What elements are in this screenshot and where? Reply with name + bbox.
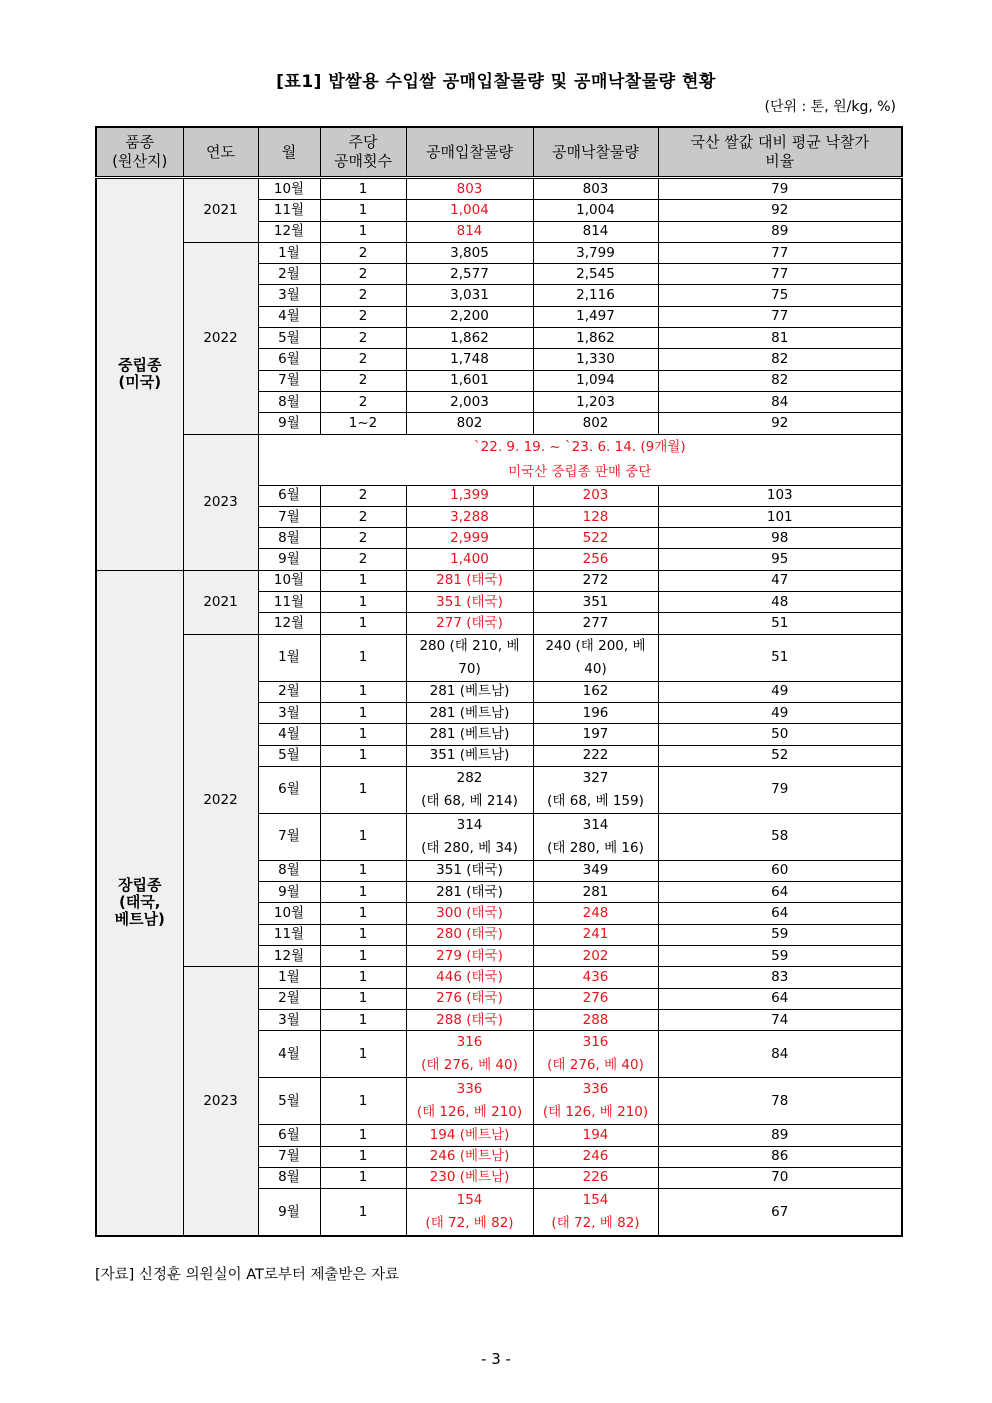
price-ratio-cell: 74 (658, 1009, 902, 1030)
price-ratio-cell: 103 (658, 485, 902, 506)
header-weekly-line2: 공매횟수 (334, 152, 392, 170)
bid-total: 154 (456, 1192, 483, 1209)
price-ratio-cell: 101 (658, 506, 902, 527)
weekly-count-cell: 1 (320, 946, 406, 967)
month-cell: 9월 (258, 1189, 320, 1237)
award-total: 314 (582, 816, 609, 833)
month-cell: 4월 (258, 724, 320, 745)
bid-quantity-cell: 246 (베트남) (406, 1146, 533, 1167)
award-quantity-cell: 3,799 (533, 242, 658, 263)
award-quantity-cell: 1,203 (533, 391, 658, 412)
month-cell: 2월 (258, 681, 320, 702)
price-ratio-cell: 77 (658, 264, 902, 285)
header-ratio-line2: 비율 (765, 152, 795, 170)
bid-breakdown: (태 276, 베 40) (421, 1057, 518, 1074)
header-variety-line2: (원산지) (112, 152, 168, 170)
award-quantity-cell: 226 (533, 1167, 658, 1188)
award-breakdown: (태 72, 베 82) (551, 1215, 640, 1232)
bid-total: 336 (456, 1081, 483, 1098)
bid-quantity-cell (406, 634, 533, 681)
weekly-count-cell: 2 (320, 370, 406, 391)
table-row (96, 634, 902, 681)
bid-quantity-cell: 281 (태국) (406, 570, 533, 591)
weekly-count-cell: 2 (320, 285, 406, 306)
price-ratio-cell: 92 (658, 200, 902, 221)
variety-label: (태국, (118, 893, 161, 912)
month-cell: 3월 (258, 702, 320, 723)
price-ratio-cell: 48 (658, 592, 902, 613)
weekly-count-cell: 2 (320, 306, 406, 327)
bid-quantity-cell (406, 1078, 533, 1125)
month-cell: 12월 (258, 613, 320, 634)
month-cell: 8월 (258, 391, 320, 412)
notice-text: 미국산 중립종 판매 중단 (508, 463, 652, 480)
header-award: 공매낙찰물량 (533, 127, 658, 178)
weekly-count-cell: 1 (320, 200, 406, 221)
month-cell: 10월 (258, 903, 320, 924)
bid-quantity-cell: 1,601 (406, 370, 533, 391)
header-bid: 공매입찰물량 (406, 127, 533, 178)
bid-quantity-cell: 277 (태국) (406, 613, 533, 634)
price-ratio-cell: 58 (658, 813, 902, 860)
bid-total: 280 (태 210, 베 (419, 637, 520, 654)
award-quantity-cell: 1,094 (533, 370, 658, 391)
price-ratio-cell: 70 (658, 1167, 902, 1188)
award-quantity-cell: 1,862 (533, 328, 658, 349)
header-month: 월 (258, 127, 320, 178)
award-quantity-cell (533, 813, 658, 860)
weekly-count-cell: 2 (320, 328, 406, 349)
header-year: 연도 (183, 127, 258, 178)
bid-quantity-cell: 3,288 (406, 506, 533, 527)
bid-quantity-cell: 288 (태국) (406, 1009, 533, 1030)
bid-quantity-cell: 3,031 (406, 285, 533, 306)
variety-label: 중립종 (118, 356, 162, 375)
price-ratio-cell: 64 (658, 903, 902, 924)
bid-quantity-cell: 2,200 (406, 306, 533, 327)
bid-quantity-cell: 281 (베트남) (406, 681, 533, 702)
bid-quantity-cell: 803 (406, 178, 533, 200)
award-quantity-cell: 194 (533, 1125, 658, 1146)
bid-breakdown: (태 68, 베 214) (421, 792, 518, 809)
award-quantity-cell: 802 (533, 413, 658, 434)
award-breakdown: (태 276, 베 40) (547, 1057, 644, 1074)
bid-quantity-cell: 351 (태국) (406, 860, 533, 881)
award-total: 154 (582, 1192, 609, 1209)
price-ratio-cell: 78 (658, 1078, 902, 1125)
weekly-count-cell: 1 (320, 882, 406, 903)
month-cell: 6월 (258, 485, 320, 506)
price-ratio-cell: 51 (658, 634, 902, 681)
table-title: [표1] 밥쌀용 수입쌀 공매입찰물량 및 공매낙찰물량 현황 (276, 72, 716, 92)
award-breakdown: (태 68, 베 159) (547, 792, 644, 809)
price-ratio-cell: 50 (658, 724, 902, 745)
weekly-count-cell: 1 (320, 1167, 406, 1188)
weekly-count-cell: 2 (320, 349, 406, 370)
table-row (96, 967, 902, 988)
table-row (96, 242, 902, 263)
price-ratio-cell: 77 (658, 306, 902, 327)
award-quantity-cell: 202 (533, 946, 658, 967)
month-cell: 8월 (258, 1167, 320, 1188)
bid-breakdown: (태 72, 베 82) (425, 1215, 514, 1232)
weekly-count-cell: 2 (320, 549, 406, 570)
weekly-count-cell: 1 (320, 613, 406, 634)
price-ratio-cell: 98 (658, 528, 902, 549)
header-ratio (658, 127, 902, 178)
price-ratio-cell: 64 (658, 882, 902, 903)
weekly-count-cell: 1 (320, 813, 406, 860)
variety-cell (96, 570, 183, 1236)
bid-breakdown: 70) (458, 660, 481, 677)
award-quantity-cell: 272 (533, 570, 658, 591)
year-cell: 2022 (183, 634, 258, 967)
price-ratio-cell: 75 (658, 285, 902, 306)
weekly-count-cell: 1 (320, 967, 406, 988)
award-total: 240 (태 200, 베 (545, 637, 646, 654)
bid-quantity-cell: 2,999 (406, 528, 533, 549)
month-cell: 8월 (258, 860, 320, 881)
month-cell: 4월 (258, 1031, 320, 1078)
award-quantity-cell (533, 1078, 658, 1125)
weekly-count-cell: 1 (320, 570, 406, 591)
weekly-count-cell: 1 (320, 766, 406, 813)
month-cell: 2월 (258, 264, 320, 285)
header-variety-line1: 품종 (125, 133, 155, 151)
source-note: [자료] 신정훈 의원실이 AT로부터 제출받은 자료 (95, 1267, 400, 1283)
price-ratio-cell: 82 (658, 370, 902, 391)
variety-label: 베트남) (114, 910, 165, 929)
price-ratio-cell: 89 (658, 221, 902, 242)
variety-label: (미국) (118, 373, 162, 392)
weekly-count-cell: 1 (320, 1146, 406, 1167)
weekly-count-cell: 2 (320, 528, 406, 549)
bid-quantity-cell: 1,400 (406, 549, 533, 570)
month-cell: 1월 (258, 242, 320, 263)
award-breakdown: (태 280, 베 16) (547, 839, 644, 856)
bid-quantity-cell: 281 (베트남) (406, 724, 533, 745)
award-quantity-cell (533, 766, 658, 813)
month-cell: 6월 (258, 766, 320, 813)
award-quantity-cell: 522 (533, 528, 658, 549)
bid-breakdown: (태 126, 베 210) (416, 1104, 523, 1121)
month-cell: 5월 (258, 1078, 320, 1125)
header-weekly (320, 127, 406, 178)
bid-quantity-cell: 351 (베트남) (406, 745, 533, 766)
award-total: 327 (582, 769, 609, 786)
bid-quantity-cell: 1,004 (406, 200, 533, 221)
header-weekly-line1: 주당 (348, 133, 378, 151)
award-quantity-cell: 351 (533, 592, 658, 613)
award-quantity-cell: 241 (533, 924, 658, 945)
year-cell: 2023 (183, 434, 258, 570)
header-ratio-line1: 국산 쌀값 대비 평균 낙찰가 (690, 133, 869, 151)
month-cell: 9월 (258, 413, 320, 434)
award-quantity-cell (533, 634, 658, 681)
weekly-count-cell: 1 (320, 724, 406, 745)
award-quantity-cell: 128 (533, 506, 658, 527)
weekly-count-cell: 1 (320, 1009, 406, 1030)
price-ratio-cell: 82 (658, 349, 902, 370)
weekly-count-cell: 1 (320, 924, 406, 945)
bid-quantity-cell: 2,003 (406, 391, 533, 412)
year-cell: 2021 (183, 178, 258, 243)
award-quantity-cell: 1,004 (533, 200, 658, 221)
bid-quantity-cell: 2,577 (406, 264, 533, 285)
month-cell: 1월 (258, 967, 320, 988)
weekly-count-cell: 1~2 (320, 413, 406, 434)
weekly-count-cell: 1 (320, 1031, 406, 1078)
weekly-count-cell: 2 (320, 506, 406, 527)
weekly-count-cell: 1 (320, 1078, 406, 1125)
price-ratio-cell: 86 (658, 1146, 902, 1167)
month-cell: 6월 (258, 349, 320, 370)
award-breakdown: (태 126, 베 210) (542, 1104, 649, 1121)
award-quantity-cell: 436 (533, 967, 658, 988)
award-quantity-cell (533, 1031, 658, 1078)
price-ratio-cell: 81 (658, 328, 902, 349)
bid-quantity-cell (406, 766, 533, 813)
weekly-count-cell: 1 (320, 1189, 406, 1237)
price-ratio-cell: 59 (658, 924, 902, 945)
month-cell: 11월 (258, 200, 320, 221)
bid-quantity-cell: 1,862 (406, 328, 533, 349)
bid-quantity-cell: 279 (태국) (406, 946, 533, 967)
weekly-count-cell: 1 (320, 702, 406, 723)
award-quantity-cell: 203 (533, 485, 658, 506)
award-quantity-cell (533, 1189, 658, 1237)
table-row (96, 570, 902, 591)
bid-quantity-cell (406, 813, 533, 860)
variety-cell (96, 178, 183, 571)
bid-quantity-cell (406, 1031, 533, 1078)
award-breakdown: 40) (584, 660, 607, 677)
price-ratio-cell: 49 (658, 702, 902, 723)
month-cell: 11월 (258, 592, 320, 613)
award-quantity-cell: 281 (533, 882, 658, 903)
weekly-count-cell: 1 (320, 988, 406, 1009)
month-cell: 7월 (258, 506, 320, 527)
month-cell: 5월 (258, 328, 320, 349)
weekly-count-cell: 1 (320, 745, 406, 766)
bid-quantity-cell: 446 (태국) (406, 967, 533, 988)
price-ratio-cell: 52 (658, 745, 902, 766)
year-cell: 2022 (183, 242, 258, 434)
award-quantity-cell: 814 (533, 221, 658, 242)
month-cell: 7월 (258, 370, 320, 391)
bid-quantity-cell: 281 (태국) (406, 882, 533, 903)
award-quantity-cell: 803 (533, 178, 658, 200)
price-ratio-cell: 51 (658, 613, 902, 634)
table-row (96, 178, 902, 200)
month-cell: 8월 (258, 528, 320, 549)
weekly-count-cell: 1 (320, 1125, 406, 1146)
weekly-count-cell: 1 (320, 634, 406, 681)
bid-quantity-cell: 281 (베트남) (406, 702, 533, 723)
weekly-count-cell: 1 (320, 903, 406, 924)
award-total: 336 (582, 1081, 609, 1098)
month-cell: 2월 (258, 988, 320, 1009)
month-cell: 7월 (258, 1146, 320, 1167)
bid-quantity-cell: 814 (406, 221, 533, 242)
award-quantity-cell: 2,116 (533, 285, 658, 306)
price-ratio-cell: 84 (658, 391, 902, 412)
auction-table (95, 126, 903, 1237)
price-ratio-cell: 49 (658, 681, 902, 702)
award-quantity-cell: 2,545 (533, 264, 658, 285)
price-ratio-cell: 79 (658, 178, 902, 200)
award-quantity-cell: 256 (533, 549, 658, 570)
month-cell: 3월 (258, 1009, 320, 1030)
price-ratio-cell: 47 (658, 570, 902, 591)
price-ratio-cell: 79 (658, 766, 902, 813)
bid-quantity-cell: 351 (태국) (406, 592, 533, 613)
award-quantity-cell: 277 (533, 613, 658, 634)
notice-row (96, 434, 902, 485)
page-number: - 3 - (481, 1350, 511, 1368)
month-cell: 4월 (258, 306, 320, 327)
year-cell: 2021 (183, 570, 258, 634)
price-ratio-cell: 59 (658, 946, 902, 967)
month-cell: 7월 (258, 813, 320, 860)
award-quantity-cell: 276 (533, 988, 658, 1009)
bid-quantity-cell: 276 (태국) (406, 988, 533, 1009)
price-ratio-cell: 83 (658, 967, 902, 988)
month-cell: 12월 (258, 221, 320, 242)
award-total: 316 (582, 1034, 609, 1051)
bid-quantity-cell: 802 (406, 413, 533, 434)
bid-quantity-cell: 300 (태국) (406, 903, 533, 924)
bid-quantity-cell: 194 (베트남) (406, 1125, 533, 1146)
award-quantity-cell: 248 (533, 903, 658, 924)
weekly-count-cell: 2 (320, 485, 406, 506)
month-cell: 12월 (258, 946, 320, 967)
table-body (96, 178, 902, 1237)
award-quantity-cell: 246 (533, 1146, 658, 1167)
month-cell: 5월 (258, 745, 320, 766)
weekly-count-cell: 2 (320, 242, 406, 263)
weekly-count-cell: 1 (320, 592, 406, 613)
price-ratio-cell: 60 (658, 860, 902, 881)
price-ratio-cell: 67 (658, 1189, 902, 1237)
header-row (96, 127, 902, 178)
weekly-count-cell: 2 (320, 264, 406, 285)
year-cell: 2023 (183, 967, 258, 1236)
price-ratio-cell: 84 (658, 1031, 902, 1078)
weekly-count-cell: 1 (320, 178, 406, 200)
award-quantity-cell: 349 (533, 860, 658, 881)
award-quantity-cell: 162 (533, 681, 658, 702)
bid-quantity-cell: 1,399 (406, 485, 533, 506)
bid-quantity-cell: 3,805 (406, 242, 533, 263)
award-quantity-cell: 222 (533, 745, 658, 766)
price-ratio-cell: 92 (658, 413, 902, 434)
award-quantity-cell: 1,497 (533, 306, 658, 327)
month-cell: 11월 (258, 924, 320, 945)
bid-quantity-cell (406, 1189, 533, 1237)
month-cell: 9월 (258, 882, 320, 903)
bid-total: 282 (456, 769, 483, 786)
price-ratio-cell: 95 (658, 549, 902, 570)
bid-total: 316 (456, 1034, 483, 1051)
month-cell: 9월 (258, 549, 320, 570)
price-ratio-cell: 89 (658, 1125, 902, 1146)
month-cell: 1월 (258, 634, 320, 681)
sales-suspension-notice (258, 434, 902, 485)
bid-quantity-cell: 1,748 (406, 349, 533, 370)
weekly-count-cell: 1 (320, 681, 406, 702)
month-cell: 10월 (258, 178, 320, 200)
unit-note: (단위 : 톤, 원/kg, %) (764, 99, 896, 115)
award-quantity-cell: 196 (533, 702, 658, 723)
weekly-count-cell: 2 (320, 391, 406, 412)
notice-period: `22. 9. 19. ~ `23. 6. 14. (9개월) (473, 438, 686, 455)
price-ratio-cell: 64 (658, 988, 902, 1009)
month-cell: 6월 (258, 1125, 320, 1146)
bid-breakdown: (태 280, 베 34) (421, 839, 518, 856)
header-variety (96, 127, 183, 178)
month-cell: 10월 (258, 570, 320, 591)
bid-quantity-cell: 230 (베트남) (406, 1167, 533, 1188)
award-quantity-cell: 197 (533, 724, 658, 745)
price-ratio-cell: 77 (658, 242, 902, 263)
month-cell: 3월 (258, 285, 320, 306)
variety-label: 장립종 (118, 876, 162, 895)
weekly-count-cell: 1 (320, 221, 406, 242)
weekly-count-cell: 1 (320, 860, 406, 881)
bid-quantity-cell: 280 (태국) (406, 924, 533, 945)
award-quantity-cell: 1,330 (533, 349, 658, 370)
award-quantity-cell: 288 (533, 1009, 658, 1030)
bid-total: 314 (456, 816, 483, 833)
